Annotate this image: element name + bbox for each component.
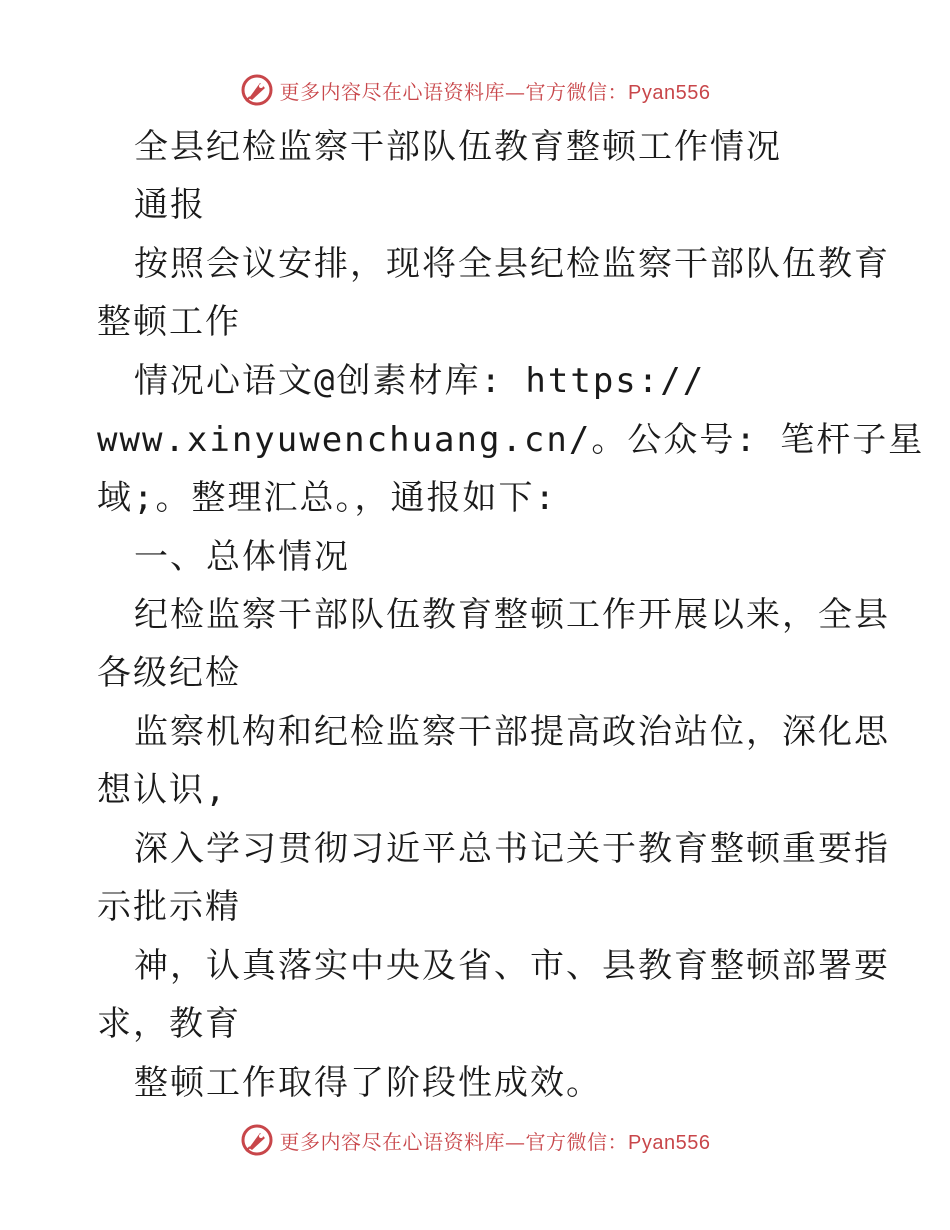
paragraph-line: 想认识, [97,770,228,810]
watermark-text [280,1126,711,1155]
paragraph-line: 示批示精 [97,887,241,927]
paragraph-line: www.xinyuwenchuang.cn/。公众号: 笔杆子星 [97,420,925,460]
document-title-line-2: 通报 [134,185,206,225]
section-heading: 一、总体情况 [134,537,350,577]
paragraph-line: 情况心语文@创素材库: https:// [134,361,706,401]
paragraph-line: 各级纪检 [97,653,241,693]
watermark-label: 更多内容尽在心语资料库—官方微信： [279,1129,629,1154]
paragraph-line: 神，认真落实中央及省、市、县教育整顿部署要 [134,946,890,986]
watermark-wechat-id: Pyan556 [628,81,711,104]
paragraph-line: 纪检监察干部队伍教育整顿工作开展以来，全县 [134,595,890,635]
paragraph-line: 整顿工作 [97,302,241,342]
paragraph-line: 深入学习贯彻习近平总书记关于教育整顿重要指 [134,829,890,869]
paragraph-line: 域;。整理汇总。，通报如下: [97,478,557,518]
watermark-content [240,1123,711,1157]
paragraph-line: 监察机构和纪检监察干部提高政治站位，深化思 [134,712,890,752]
paragraph-line: 按照会议安排，现将全县纪检监察干部队伍教育 [134,244,890,284]
watermark-label: 更多内容尽在心语资料库—官方微信： [279,79,629,104]
document-title-line-1: 全县纪检监察干部队伍教育整顿工作情况 [134,127,782,167]
watermark-banner-bottom [0,1120,950,1160]
paragraph-line: 求，教育 [97,1004,241,1044]
pen-nib-logo-icon [240,1123,274,1157]
watermark-wechat-id: Pyan556 [628,1131,711,1154]
paragraph-line: 整顿工作取得了阶段性成效。 [134,1063,602,1103]
